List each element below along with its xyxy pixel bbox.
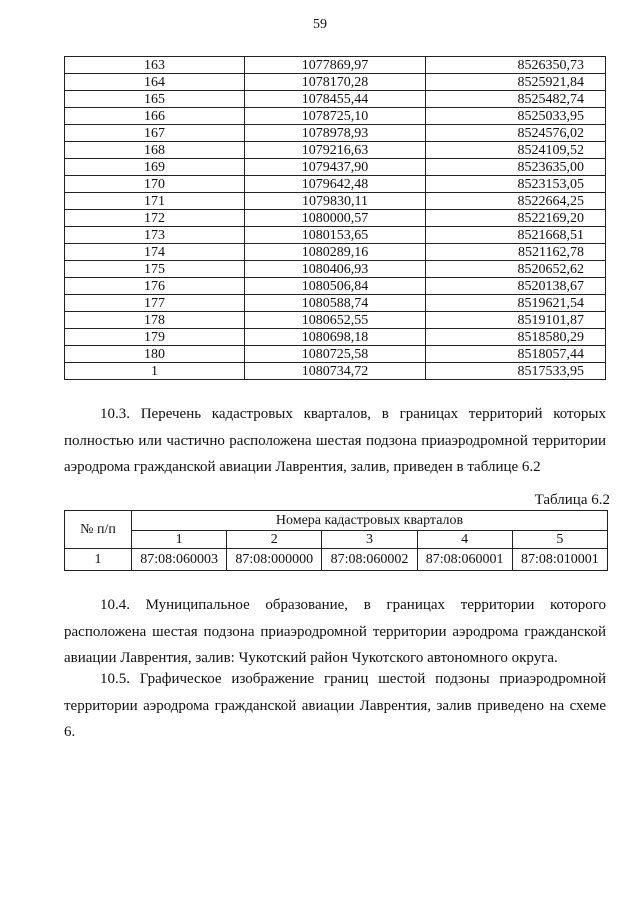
y-coordinate-cell: 8518580,29 bbox=[426, 329, 606, 346]
col-number-4: 4 bbox=[417, 531, 512, 549]
x-coordinate-cell: 1080588,74 bbox=[245, 295, 426, 312]
y-coordinate-cell: 8519101,87 bbox=[426, 312, 606, 329]
point-number-cell: 1 bbox=[65, 363, 245, 380]
y-coordinate-cell: 8525033,95 bbox=[426, 108, 606, 125]
point-number-cell: 171 bbox=[65, 193, 245, 210]
point-number-cell: 178 bbox=[65, 312, 245, 329]
point-number-cell: 172 bbox=[65, 210, 245, 227]
point-number-cell: 177 bbox=[65, 295, 245, 312]
point-number-cell: 169 bbox=[65, 159, 245, 176]
table-caption: Таблица 6.2 bbox=[534, 492, 610, 508]
x-coordinate-cell: 1079642,48 bbox=[245, 176, 426, 193]
col-number-2: 2 bbox=[227, 531, 322, 549]
col-number-3: 3 bbox=[322, 531, 417, 549]
coordinate-row bbox=[65, 176, 606, 193]
coordinate-row bbox=[65, 363, 606, 380]
coordinate-row bbox=[65, 329, 606, 346]
header-quarters: Номера кадастровых кварталов bbox=[132, 511, 608, 531]
page-number: 59 bbox=[313, 17, 327, 32]
x-coordinate-cell: 1079437,90 bbox=[245, 159, 426, 176]
point-number-cell: 165 bbox=[65, 91, 245, 108]
point-number-cell: 170 bbox=[65, 176, 245, 193]
y-coordinate-cell: 8522169,20 bbox=[426, 210, 606, 227]
coordinate-row bbox=[65, 295, 606, 312]
x-coordinate-cell: 1080000,57 bbox=[245, 210, 426, 227]
coordinate-row bbox=[65, 210, 606, 227]
x-coordinate-cell: 1080652,55 bbox=[245, 312, 426, 329]
point-number-cell: 179 bbox=[65, 329, 245, 346]
y-coordinate-cell: 8521668,51 bbox=[426, 227, 606, 244]
y-coordinate-cell: 8518057,44 bbox=[426, 346, 606, 363]
x-coordinate-cell: 1079216,63 bbox=[245, 142, 426, 159]
point-number-cell: 163 bbox=[65, 57, 245, 74]
coordinate-row bbox=[65, 91, 606, 108]
x-coordinate-cell: 1078725,10 bbox=[245, 108, 426, 125]
coordinates-table bbox=[64, 56, 606, 380]
quarter-cell: 87:08:060002 bbox=[322, 549, 417, 571]
x-coordinate-cell: 1078170,28 bbox=[245, 74, 426, 91]
y-coordinate-cell: 8520652,62 bbox=[426, 261, 606, 278]
coordinate-row bbox=[65, 227, 606, 244]
coordinate-row bbox=[65, 57, 606, 74]
paragraph-10-4: 10.4. Муниципальное образование, в границах территории которого расположена шестая подзона приаэродромной территории аэродрома гражданской авиации Лаврентия, залив: Чукотский район Чукотского автономного округа. bbox=[64, 597, 606, 666]
x-coordinate-cell: 1078978,93 bbox=[245, 125, 426, 142]
point-number-cell: 166 bbox=[65, 108, 245, 125]
x-coordinate-cell: 1080698,18 bbox=[245, 329, 426, 346]
x-coordinate-cell: 1080153,65 bbox=[245, 227, 426, 244]
y-coordinate-cell: 8525921,84 bbox=[426, 74, 606, 91]
coordinate-row bbox=[65, 74, 606, 91]
coordinate-row bbox=[65, 278, 606, 295]
paragraph-10-3: 10.3. Перечень кадастровых кварталов, в границах территорий которых полностью или частично расположена шестая подзона приаэродромной территории аэродрома гражданской авиации Лаврентия, залив, приведен в таблице 6.2 bbox=[64, 406, 606, 475]
quarter-cell: 87:08:060001 bbox=[417, 549, 512, 571]
quarter-cell: 87:08:060003 bbox=[132, 549, 227, 571]
coordinate-row bbox=[65, 142, 606, 159]
y-coordinate-cell: 8523153,05 bbox=[426, 176, 606, 193]
y-coordinate-cell: 8520138,67 bbox=[426, 278, 606, 295]
x-coordinate-cell: 1079830,11 bbox=[245, 193, 426, 210]
x-coordinate-cell: 1080406,93 bbox=[245, 261, 426, 278]
point-number-cell: 167 bbox=[65, 125, 245, 142]
coordinate-row bbox=[65, 125, 606, 142]
cadastral-quarters-table bbox=[64, 510, 608, 571]
paragraph-10-5: 10.5. Графическое изображение границ шестой подзоны приаэродромной территории аэродрома гражданской авиации Лаврентия, залив приведено на схеме 6. bbox=[64, 671, 606, 740]
x-coordinate-cell: 1080506,84 bbox=[245, 278, 426, 295]
y-coordinate-cell: 8524109,52 bbox=[426, 142, 606, 159]
coordinate-row bbox=[65, 159, 606, 176]
y-coordinate-cell: 8524576,02 bbox=[426, 125, 606, 142]
point-number-cell: 175 bbox=[65, 261, 245, 278]
y-coordinate-cell: 8523635,00 bbox=[426, 159, 606, 176]
x-coordinate-cell: 1078455,44 bbox=[245, 91, 426, 108]
x-coordinate-cell: 1080289,16 bbox=[245, 244, 426, 261]
coordinate-row bbox=[65, 244, 606, 261]
row-number: 1 bbox=[65, 549, 132, 571]
header-npp: № п/п bbox=[65, 511, 132, 549]
y-coordinate-cell: 8521162,78 bbox=[426, 244, 606, 261]
quarter-cell: 87:08:000000 bbox=[227, 549, 322, 571]
y-coordinate-cell: 8525482,74 bbox=[426, 91, 606, 108]
coordinate-row bbox=[65, 108, 606, 125]
quarter-cell: 87:08:010001 bbox=[512, 549, 607, 571]
point-number-cell: 180 bbox=[65, 346, 245, 363]
x-coordinate-cell: 1080734,72 bbox=[245, 363, 426, 380]
x-coordinate-cell: 1077869,97 bbox=[245, 57, 426, 74]
coordinate-row bbox=[65, 261, 606, 278]
point-number-cell: 174 bbox=[65, 244, 245, 261]
coordinate-row bbox=[65, 312, 606, 329]
point-number-cell: 176 bbox=[65, 278, 245, 295]
y-coordinate-cell: 8517533,95 bbox=[426, 363, 606, 380]
coordinate-row bbox=[65, 193, 606, 210]
y-coordinate-cell: 8526350,73 bbox=[426, 57, 606, 74]
col-number-1: 1 bbox=[132, 531, 227, 549]
point-number-cell: 164 bbox=[65, 74, 245, 91]
y-coordinate-cell: 8522664,25 bbox=[426, 193, 606, 210]
x-coordinate-cell: 1080725,58 bbox=[245, 346, 426, 363]
point-number-cell: 168 bbox=[65, 142, 245, 159]
col-number-5: 5 bbox=[512, 531, 607, 549]
point-number-cell: 173 bbox=[65, 227, 245, 244]
y-coordinate-cell: 8519621,54 bbox=[426, 295, 606, 312]
coordinate-row bbox=[65, 346, 606, 363]
